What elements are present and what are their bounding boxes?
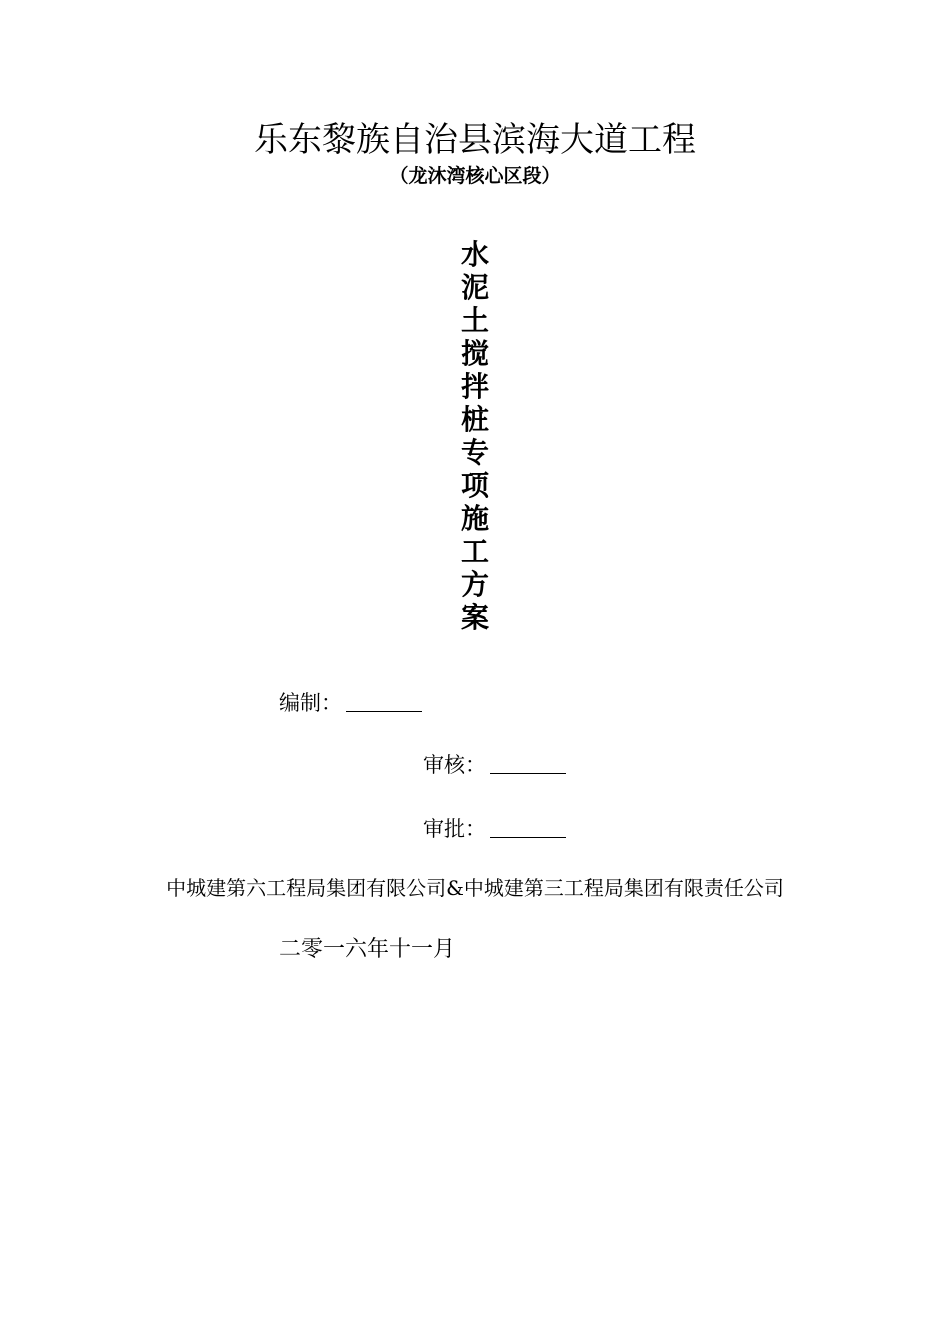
reviewed-by-row (423, 750, 566, 780)
approved-by-blank (490, 836, 566, 838)
reviewed-by-label: 审核： (423, 753, 486, 777)
document-date: 二零一六年十一月 (279, 937, 456, 962)
plan-title-char: 工 (460, 535, 489, 568)
plan-title-char: 桩 (460, 403, 489, 436)
approved-by-label: 审批： (423, 817, 486, 841)
plan-title-char: 拌 (460, 370, 489, 403)
approved-by-row (423, 814, 566, 844)
plan-title-char: 泥 (460, 271, 489, 304)
document-title: 乐东黎族自治县滨海大道工程 (254, 120, 696, 160)
plan-title-char: 土 (460, 304, 489, 337)
plan-title-char: 方 (460, 568, 489, 601)
plan-title-vertical (440, 238, 510, 634)
plan-title-char: 水 (460, 238, 489, 271)
compiled-by-row (279, 688, 422, 718)
plan-title-char: 搅 (460, 337, 489, 370)
reviewed-by-blank (490, 772, 566, 774)
compiled-by-blank (346, 710, 422, 712)
plan-title-char: 施 (460, 502, 489, 535)
plan-title-char: 项 (460, 469, 489, 502)
plan-title-char: 案 (460, 601, 489, 634)
company-name: 中城建第六工程局集团有限公司&中城建第三工程局集团有限责任公司 (166, 876, 784, 900)
compiled-by-label: 编制： (279, 691, 342, 715)
plan-title-char: 专 (460, 436, 489, 469)
document-subtitle: （龙沐湾核心区段） (389, 165, 561, 187)
